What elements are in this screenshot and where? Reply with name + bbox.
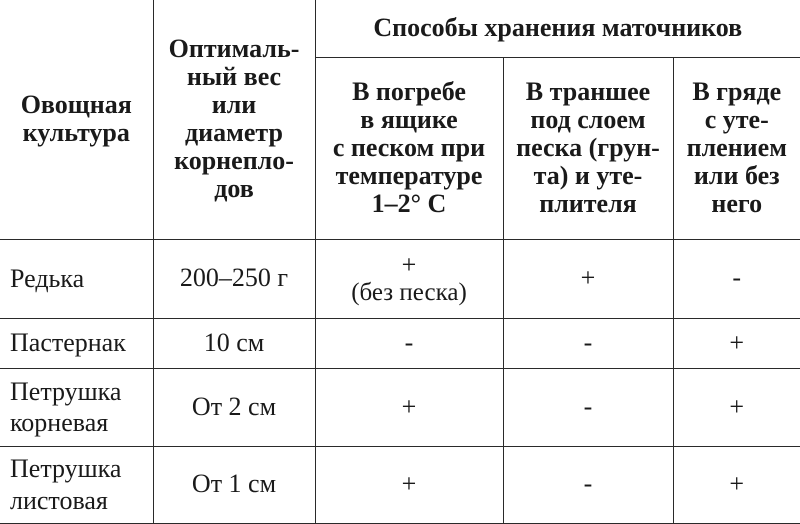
row-cellar-mark: + xyxy=(401,249,417,279)
row-crop: Петрушка листовая xyxy=(0,446,153,523)
row-trench: - xyxy=(503,368,673,446)
row-optimal: 10 см xyxy=(153,318,315,368)
table-row xyxy=(0,446,800,523)
header-method-cellar: В погребе в ящике с песком при температуре 1–2° С xyxy=(315,57,503,239)
row-bed: + xyxy=(673,368,800,446)
row-trench: - xyxy=(503,446,673,523)
row-bed: + xyxy=(673,446,800,523)
row-trench: - xyxy=(503,318,673,368)
row-optimal: От 1 см xyxy=(153,446,315,523)
header-method-trench: В траншее под слоем песка (грун- та) и уте- плителя xyxy=(503,57,673,239)
table-row xyxy=(0,318,800,368)
row-optimal: 200–250 г xyxy=(153,239,315,318)
header-crop: Овощная культура xyxy=(0,0,153,239)
header-optimal-size: Оптималь- ный вес или диаметр корнепло- дов xyxy=(153,0,315,239)
row-crop: Редька xyxy=(0,239,153,318)
table-row xyxy=(0,368,800,446)
row-optimal: От 2 см xyxy=(153,368,315,446)
row-cellar xyxy=(315,239,503,318)
header-storage-methods: Способы хранения маточников xyxy=(315,0,800,57)
row-bed: - xyxy=(673,239,800,318)
row-cellar: + xyxy=(315,368,503,446)
row-cellar: + xyxy=(315,446,503,523)
row-crop: Петрушка корневая xyxy=(0,368,153,446)
header-method-bed: В гряде с уте- плением или без него xyxy=(673,57,800,239)
row-cellar-note: (без песка) xyxy=(351,279,467,307)
header-row-1 xyxy=(0,0,800,57)
row-bed: + xyxy=(673,318,800,368)
row-cellar: - xyxy=(315,318,503,368)
row-trench: + xyxy=(503,239,673,318)
row-crop: Пастернак xyxy=(0,318,153,368)
table-row xyxy=(0,239,800,318)
